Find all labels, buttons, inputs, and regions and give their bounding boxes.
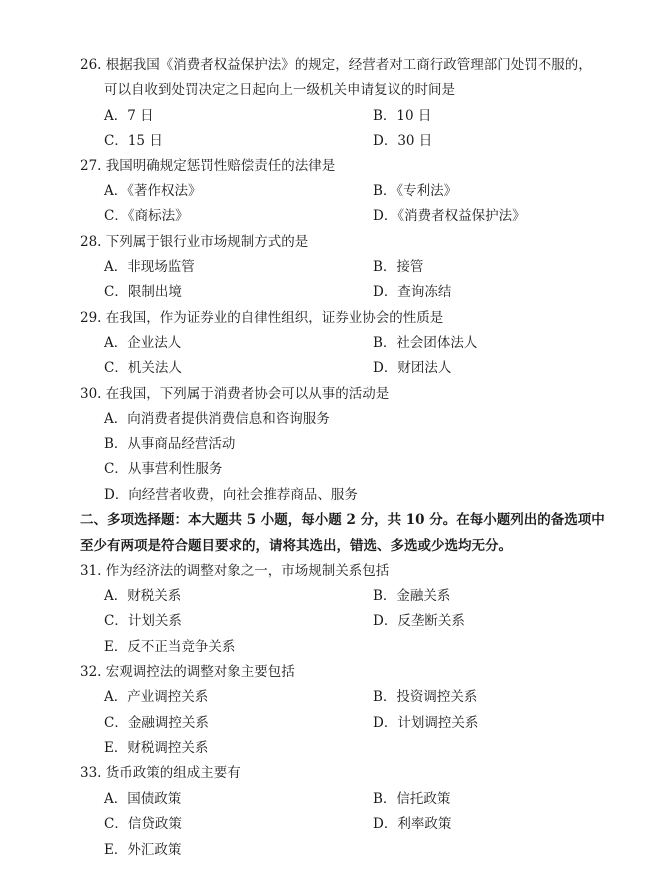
option-text: 金融调控关系 [127,715,209,731]
question-32-option-e [104,739,208,757]
option-text: 财税关系 [127,588,182,604]
option-text: 限制出境 [127,284,182,300]
section-2-instructions-line-2: 至少有两项是符合题目要求的，请将其选出，错选、多选或少选均无分。 [80,538,512,554]
section-2-instructions-line-1: 二、多项选择题：本大题共 5 小题，每小题 2 分，共 10 分。在每小题列出的备选项中 [80,512,605,528]
question-number: 28. [80,234,102,250]
question-31-stem [80,562,389,580]
question-text: 宏观调控法的调整对象主要包括 [105,664,295,680]
question-27-option-d [373,207,526,225]
question-31-option-d [373,612,465,630]
option-text: 计划关系 [127,613,182,629]
question-text: 货币政策的组成主要有 [105,765,241,781]
question-29-stem [80,309,443,327]
option-label: E． [104,740,128,756]
option-text: 《消费者权益保护法》 [397,208,526,224]
option-text: 利率政策 [397,816,452,832]
question-29-option-c [104,359,182,377]
option-label: A． [104,588,128,604]
option-label: C． [104,461,128,477]
question-32-option-d [373,714,478,732]
option-text: 7 日 [127,108,154,124]
question-number: 26. [80,57,102,73]
option-label: C． [104,715,128,731]
option-text: 非现场监管 [127,259,195,275]
option-label: B． [373,791,397,807]
question-33-option-c [104,815,182,833]
option-label: B． [373,588,397,604]
option-label: A． [104,791,128,807]
question-26-stem-line-1 [80,56,592,74]
question-33-option-e [104,841,181,859]
option-text: 向经营者收费，向社会推荐商品、服务 [128,487,358,503]
question-30-option-c [104,460,222,478]
question-text: 在我国，下列属于消费者协会可以从事的活动是 [105,386,390,402]
question-28-option-b [373,258,423,276]
question-number: 29. [80,310,102,326]
question-31-option-b [373,587,450,605]
option-text: 机关法人 [127,360,182,376]
question-27-option-a [104,182,202,200]
question-26-option-a [104,107,154,125]
option-label: C． [104,360,128,376]
option-text: 从事商品经营活动 [127,436,236,452]
option-text: 国债政策 [127,791,182,807]
question-text: 下列属于银行业市场规制方式的是 [105,234,309,250]
question-text: 我国明确规定惩罚性赔偿责任的法律是 [105,158,336,174]
option-text: 外汇政策 [127,842,182,858]
option-label: A． [104,411,128,427]
question-text: 作为经济法的调整对象之一，市场规制关系包括 [105,563,390,579]
option-label: B． [373,259,397,275]
question-number: 33. [80,765,102,781]
option-text: 查询冻结 [397,284,452,300]
option-label: A． [104,259,128,275]
question-29-option-b [373,334,477,352]
question-27-option-c [104,207,189,225]
option-label: C． [104,613,128,629]
option-label: B． [104,436,128,452]
question-26-option-c [104,132,163,150]
option-label: D． [104,487,129,503]
question-29-option-d [373,359,451,377]
option-label: A． [104,689,128,705]
option-text: 信贷政策 [127,816,182,832]
option-label: C． [104,284,128,300]
question-33-option-d [373,815,451,833]
option-text: 财税调控关系 [127,740,209,756]
option-label: D． [373,284,398,300]
question-27-option-b [373,182,457,200]
question-28-option-c [104,283,182,301]
option-label: E． [104,639,128,655]
question-30-option-d [104,486,358,504]
question-26-stem-line-2: 可以自收到处罚决定之日起向上一级机关申请复议的时间是 [104,82,455,98]
option-text: 《著作权法》 [127,183,202,199]
question-28-stem [80,233,308,251]
option-label: D． [373,208,398,224]
option-text: 投资调控关系 [396,689,478,705]
option-text: 产业调控关系 [127,689,209,705]
question-30-stem [80,385,389,403]
option-text: 《商标法》 [127,208,189,224]
option-text: 反垄断关系 [397,613,465,629]
option-label: B． [373,689,397,705]
option-label: C． [104,133,128,149]
question-text: 在我国，作为证券业的自律性组织，证券业协会的性质是 [105,310,444,326]
question-32-option-a [104,688,208,706]
option-label: E． [104,842,128,858]
option-text: 企业法人 [127,335,182,351]
question-30-option-a [104,410,330,428]
question-28-option-d [373,283,451,301]
option-text: 向消费者提供消费信息和咨询服务 [127,411,330,427]
option-label: B． [373,335,397,351]
question-31-option-a [104,587,181,605]
option-text: 30 日 [397,133,433,149]
question-30-option-b [104,435,235,453]
question-32-option-c [104,714,209,732]
question-31-option-e [104,638,235,656]
option-label: A． [104,335,128,351]
option-label: B． [373,108,397,124]
question-29-option-a [104,334,181,352]
option-text: 信托政策 [396,791,451,807]
question-32-stem [80,663,295,681]
question-33-option-a [104,790,181,808]
option-label: C． [104,816,128,832]
question-26-option-b [373,107,431,125]
option-text: 金融关系 [396,588,451,604]
question-28-option-a [104,258,195,276]
question-text: 根据我国《消费者权益保护法》的规定，经营者对工商行政管理部门处罚不服的， [105,57,592,73]
question-number: 32. [80,664,102,680]
question-number: 30. [80,386,102,402]
option-label: D． [373,360,398,376]
option-label: D． [373,133,398,149]
question-27-stem [80,157,335,175]
question-number: 31. [80,563,102,579]
option-text: 反不正当竞争关系 [127,639,236,655]
question-number: 27. [80,158,102,174]
option-text: 接管 [396,259,424,275]
option-text: 财团法人 [397,360,452,376]
question-33-stem [80,764,241,782]
option-text: 社会团体法人 [396,335,478,351]
option-label: A． [104,108,128,124]
option-label: B． [373,183,397,199]
option-text: 15 日 [127,133,163,149]
question-32-option-b [373,688,477,706]
option-text: 10 日 [396,108,432,124]
option-label: A． [104,183,128,199]
option-text: 从事营利性服务 [127,461,223,477]
question-26-option-d [373,132,432,150]
option-label: D． [373,816,398,832]
option-text: 《专利法》 [396,183,458,199]
option-label: D． [373,613,398,629]
option-label: D． [373,715,398,731]
question-33-option-b [373,790,450,808]
option-label: C． [104,208,128,224]
option-text: 计划调控关系 [397,715,479,731]
question-31-option-c [104,612,182,630]
